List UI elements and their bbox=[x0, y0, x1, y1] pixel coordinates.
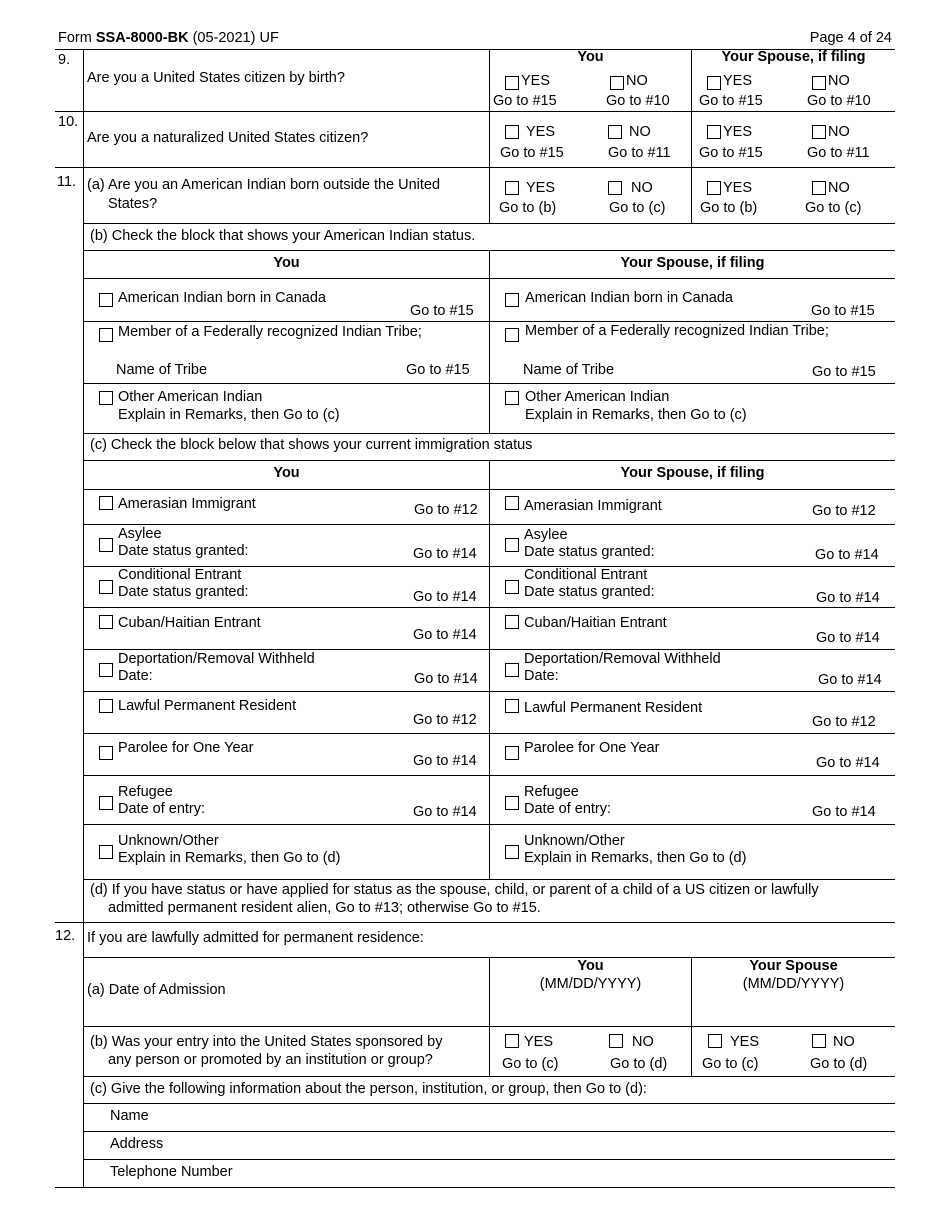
section-instruction: admitted permanent resident alien, Go to #13; otherwise Go to #15. bbox=[108, 900, 541, 916]
option-label: Other American Indian bbox=[525, 389, 670, 405]
option-label: NO bbox=[629, 124, 651, 140]
goto-label: Go to (d) bbox=[610, 1056, 668, 1072]
you-yes-checkbox[interactable] bbox=[505, 76, 519, 90]
you-yes-checkbox[interactable] bbox=[505, 125, 519, 139]
goto-label: Go to #14 bbox=[413, 804, 477, 820]
option-label: YES bbox=[521, 73, 551, 89]
field-label: Date status granted: bbox=[524, 544, 655, 560]
field-label: Date: bbox=[118, 668, 153, 684]
goto-label: Go to #14 bbox=[414, 671, 478, 687]
goto-label: Go to #14 bbox=[413, 546, 477, 562]
goto-label: Go to #12 bbox=[812, 714, 876, 730]
goto-label: Go to #14 bbox=[413, 627, 477, 643]
you-amerasian-checkbox[interactable] bbox=[99, 496, 113, 510]
section-instruction: (b) Check the block that shows your American Indian status. bbox=[90, 228, 476, 244]
rule bbox=[55, 167, 895, 168]
goto-label: Go to (b) bbox=[700, 200, 758, 216]
field-label: Date: bbox=[524, 668, 559, 684]
goto-label: Go to #11 bbox=[608, 145, 671, 161]
goto-label: Go to (c) bbox=[609, 200, 666, 216]
goto-label: Go to #10 bbox=[807, 93, 871, 109]
rule bbox=[84, 1103, 895, 1104]
option-label: YES bbox=[526, 180, 556, 196]
spouse-no-checkbox[interactable] bbox=[812, 76, 826, 90]
option-label: NO bbox=[828, 73, 850, 89]
spouse-no-checkbox[interactable] bbox=[812, 181, 826, 195]
goto-label: Go to #14 bbox=[816, 755, 880, 771]
spouse-tribe-checkbox[interactable] bbox=[505, 328, 519, 342]
spouse-other-indian-checkbox[interactable] bbox=[505, 391, 519, 405]
rule bbox=[55, 1187, 895, 1188]
option-label: Amerasian Immigrant bbox=[524, 498, 662, 514]
name-field-label: Name bbox=[110, 1108, 149, 1124]
option-label: Explain in Remarks, then Go to (d) bbox=[118, 850, 341, 866]
spouse-no-checkbox[interactable] bbox=[812, 125, 826, 139]
option-label: Cuban/Haitian Entrant bbox=[524, 615, 667, 631]
you-no-checkbox[interactable] bbox=[608, 181, 622, 195]
option-label: Explain in Remarks, then Go to (d) bbox=[524, 850, 747, 866]
you-canada-checkbox[interactable] bbox=[99, 293, 113, 307]
spouse-cuban-haitian-checkbox[interactable] bbox=[505, 615, 519, 629]
option-label: YES bbox=[723, 73, 753, 89]
question-text: (b) Was your entry into the United States sponsored by bbox=[90, 1034, 443, 1050]
you-asylee-checkbox[interactable] bbox=[99, 538, 113, 552]
goto-label: Go to (c) bbox=[805, 200, 862, 216]
you-tribe-checkbox[interactable] bbox=[99, 328, 113, 342]
option-label: Refugee bbox=[524, 784, 579, 800]
option-label: Conditional Entrant bbox=[524, 567, 648, 583]
column-header-you: You bbox=[577, 958, 604, 974]
field-label: (a) Date of Admission bbox=[87, 982, 226, 998]
date-format-label: (MM/DD/YYYY) bbox=[742, 976, 845, 992]
option-label: NO bbox=[828, 180, 850, 196]
goto-label: Go to #15 bbox=[493, 93, 557, 109]
you-no-checkbox[interactable] bbox=[608, 125, 622, 139]
you-unknown-other-checkbox[interactable] bbox=[99, 845, 113, 859]
spouse-yes-checkbox[interactable] bbox=[707, 125, 721, 139]
you-parolee-checkbox[interactable] bbox=[99, 746, 113, 760]
you-no-checkbox[interactable] bbox=[609, 1034, 623, 1048]
section-instruction: (c) Give the following information about the person, institution, or group, then Go to (d): bbox=[90, 1081, 647, 1097]
goto-label: Go to #14 bbox=[818, 672, 882, 688]
option-label: NO bbox=[626, 73, 648, 89]
rule bbox=[489, 49, 490, 223]
spouse-amerasian-checkbox[interactable] bbox=[505, 496, 519, 510]
rule bbox=[84, 223, 895, 224]
form-number: SSA-8000-BK bbox=[95, 30, 189, 46]
goto-label: Go to #15 bbox=[410, 303, 474, 319]
option-label: Member of a Federally recognized Indian Tribe; bbox=[525, 323, 829, 339]
goto-label: Go to #12 bbox=[414, 502, 478, 518]
form-prefix: Form bbox=[58, 30, 92, 46]
goto-label: Go to #14 bbox=[816, 630, 880, 646]
you-other-indian-checkbox[interactable] bbox=[99, 391, 113, 405]
option-label: YES bbox=[723, 124, 753, 140]
option-label: NO bbox=[833, 1034, 855, 1050]
section-instruction: (d) If you have status or have applied for status as the spouse, child, or parent of a child of a US citizen or lawfully bbox=[90, 882, 819, 898]
column-header-you: You bbox=[577, 49, 604, 65]
spouse-lpr-checkbox[interactable] bbox=[505, 699, 519, 713]
phone-field-label: Telephone Number bbox=[110, 1164, 233, 1180]
rule bbox=[84, 1131, 895, 1132]
option-label: Amerasian Immigrant bbox=[118, 496, 256, 512]
question-text: Are you a United States citizen by birth? bbox=[87, 70, 345, 86]
option-label: Member of a Federally recognized Indian Tribe; bbox=[118, 324, 422, 340]
option-label: Explain in Remarks, then Go to (c) bbox=[525, 407, 747, 423]
rule bbox=[83, 49, 84, 1187]
goto-label: Go to (c) bbox=[502, 1056, 559, 1072]
option-label: Unknown/Other bbox=[118, 833, 219, 849]
spouse-canada-checkbox[interactable] bbox=[505, 293, 519, 307]
goto-label: Go to #15 bbox=[699, 145, 763, 161]
goto-label: Go to #15 bbox=[500, 145, 564, 161]
field-label: Date status granted: bbox=[118, 584, 249, 600]
field-label: Name of Tribe bbox=[116, 362, 208, 378]
column-header-you: You bbox=[273, 255, 300, 271]
rule bbox=[84, 433, 895, 434]
spouse-unknown-other-checkbox[interactable] bbox=[505, 845, 519, 859]
question-text: If you are lawfully admitted for permanent residence: bbox=[87, 930, 424, 946]
question-number: 9. bbox=[58, 52, 71, 68]
goto-label: Go to #10 bbox=[606, 93, 670, 109]
option-label: American Indian born in Canada bbox=[525, 290, 733, 306]
field-label: Date status granted: bbox=[524, 584, 655, 600]
question-text: (a) Are you an American Indian born outside the United bbox=[87, 177, 441, 193]
rule bbox=[84, 879, 895, 880]
goto-label: Go to #14 bbox=[812, 804, 876, 820]
option-label: NO bbox=[632, 1034, 654, 1050]
goto-label: Go to #14 bbox=[815, 547, 879, 563]
goto-label: Go to #15 bbox=[811, 303, 875, 319]
question-number: 10. bbox=[58, 114, 79, 130]
goto-label: Go to #11 bbox=[807, 145, 870, 161]
form-revision: (05-2021) UF bbox=[192, 30, 279, 46]
goto-label: Go to #12 bbox=[413, 712, 477, 728]
option-label: Asylee bbox=[118, 526, 162, 542]
option-label: NO bbox=[631, 180, 653, 196]
option-label: American Indian born in Canada bbox=[118, 290, 326, 306]
spouse-asylee-checkbox[interactable] bbox=[505, 538, 519, 552]
option-label: YES bbox=[730, 1034, 760, 1050]
spouse-yes-checkbox[interactable] bbox=[708, 1034, 722, 1048]
option-label: Other American Indian bbox=[118, 389, 263, 405]
spouse-parolee-checkbox[interactable] bbox=[505, 746, 519, 760]
you-lpr-checkbox[interactable] bbox=[99, 699, 113, 713]
goto-label: Go to #15 bbox=[406, 362, 470, 378]
question-number: 11. bbox=[57, 174, 77, 190]
spouse-refugee-checkbox[interactable] bbox=[505, 796, 519, 810]
option-label: Lawful Permanent Resident bbox=[524, 700, 703, 716]
option-label: YES bbox=[526, 124, 556, 140]
you-no-checkbox[interactable] bbox=[610, 76, 624, 90]
page-number: Page 4 of 24 bbox=[809, 30, 892, 46]
option-label: Asylee bbox=[524, 527, 568, 543]
column-header-spouse: Your Spouse bbox=[749, 958, 838, 974]
option-label: NO bbox=[828, 124, 850, 140]
question-text: any person or promoted by an institution or group? bbox=[108, 1052, 433, 1068]
rule bbox=[691, 49, 692, 223]
question-text: States? bbox=[108, 196, 158, 212]
you-cuban-haitian-checkbox[interactable] bbox=[99, 615, 113, 629]
goto-label: Go to #15 bbox=[699, 93, 763, 109]
option-label: Explain in Remarks, then Go to (c) bbox=[118, 407, 340, 423]
column-header-spouse: Your Spouse, if filing bbox=[620, 465, 765, 481]
address-field-label: Address bbox=[110, 1136, 164, 1152]
goto-label: Go to (c) bbox=[702, 1056, 759, 1072]
question-text: Are you a naturalized United States citizen? bbox=[87, 130, 369, 146]
option-label: Lawful Permanent Resident bbox=[118, 698, 297, 714]
option-label: Parolee for One Year bbox=[118, 740, 254, 756]
option-label: Parolee for One Year bbox=[524, 740, 660, 756]
option-label: Cuban/Haitian Entrant bbox=[118, 615, 261, 631]
question-number: 12. bbox=[55, 928, 76, 944]
date-format-label: (MM/DD/YYYY) bbox=[539, 976, 642, 992]
you-deportation-withheld-checkbox[interactable] bbox=[99, 663, 113, 677]
column-header-spouse: Your Spouse, if filing bbox=[620, 255, 765, 271]
spouse-yes-checkbox[interactable] bbox=[707, 76, 721, 90]
goto-label: Go to #14 bbox=[413, 753, 477, 769]
option-label: Refugee bbox=[118, 784, 173, 800]
goto-label: Go to (d) bbox=[810, 1056, 868, 1072]
you-yes-checkbox[interactable] bbox=[505, 1034, 519, 1048]
rule bbox=[84, 1159, 895, 1160]
rule bbox=[489, 460, 490, 879]
field-label: Date status granted: bbox=[118, 543, 249, 559]
you-conditional-entrant-checkbox[interactable] bbox=[99, 580, 113, 594]
goto-label: Go to #14 bbox=[816, 590, 880, 606]
spouse-no-checkbox[interactable] bbox=[812, 1034, 826, 1048]
section-instruction: (c) Check the block below that shows your current immigration status bbox=[90, 437, 533, 453]
goto-label: Go to #15 bbox=[812, 364, 876, 380]
option-label: Conditional Entrant bbox=[118, 567, 242, 583]
rule bbox=[489, 250, 490, 433]
option-label: Unknown/Other bbox=[524, 833, 625, 849]
option-label: YES bbox=[723, 180, 753, 196]
spouse-yes-checkbox[interactable] bbox=[707, 181, 721, 195]
column-header-spouse: Your Spouse, if filing bbox=[721, 49, 866, 65]
option-label: Deportation/Removal Withheld bbox=[118, 651, 315, 667]
spouse-conditional-entrant-checkbox[interactable] bbox=[505, 580, 519, 594]
goto-label: Go to #14 bbox=[413, 589, 477, 605]
rule bbox=[84, 1076, 895, 1077]
rule bbox=[55, 922, 895, 923]
field-label: Name of Tribe bbox=[523, 362, 615, 378]
form-id bbox=[58, 30, 279, 47]
option-label: YES bbox=[524, 1034, 554, 1050]
you-refugee-checkbox[interactable] bbox=[99, 796, 113, 810]
rule bbox=[55, 111, 895, 112]
goto-label: Go to #12 bbox=[812, 503, 876, 519]
field-label: Date of entry: bbox=[118, 801, 206, 817]
field-label: Date of entry: bbox=[524, 801, 612, 817]
you-yes-checkbox[interactable] bbox=[505, 181, 519, 195]
option-label: Deportation/Removal Withheld bbox=[524, 651, 721, 667]
column-header-you: You bbox=[273, 465, 300, 481]
spouse-deportation-withheld-checkbox[interactable] bbox=[505, 663, 519, 677]
goto-label: Go to (b) bbox=[499, 200, 557, 216]
